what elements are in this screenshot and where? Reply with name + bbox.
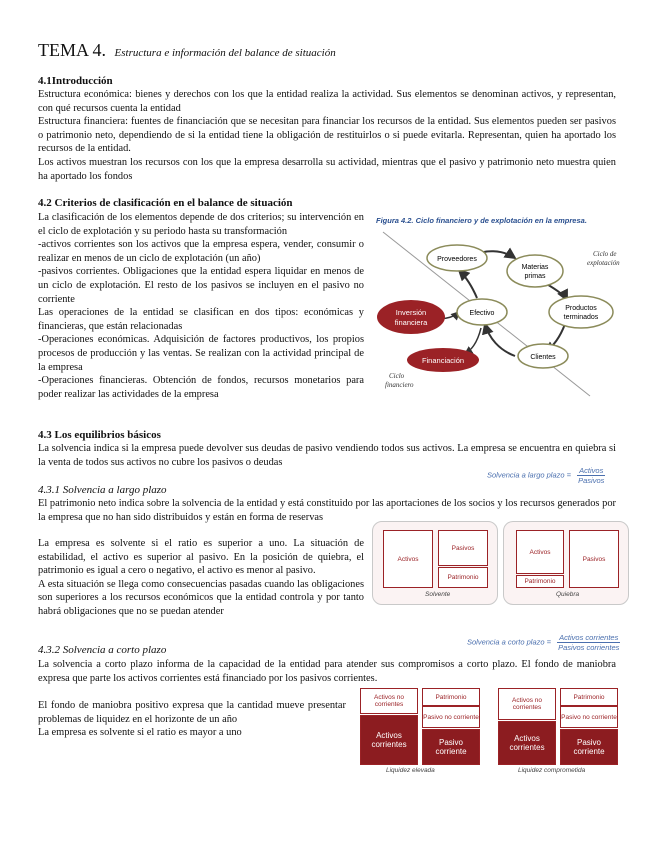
s42-p6: -Operaciones financieras. Obtención de fondos, recursos monetarios para poder realizar las actividades de la empresa — [38, 375, 364, 400]
s432-p2: El fondo de maniobra positivo expresa que la cantidad mueve presentar problemas de liquidez en el horizonte de un año — [38, 700, 346, 725]
node-proveedores-label: Proveedores — [437, 256, 477, 263]
s42-p4: Las operaciones de la entidad se clasifican en dos tipos: económicas y financieras, que están relacionadas — [38, 307, 364, 332]
section-4-1-heading: 4.1Introducción — [38, 75, 113, 87]
s42-p2: -activos corrientes son los activos que la empresa espera, vender, consumir o realizar en menos de un ciclo de explotación (un año) — [38, 239, 364, 264]
diagram-solvente — [372, 521, 498, 605]
elevada-pc: Pasivo corriente — [422, 729, 480, 765]
s42-p5: -Operaciones económicas. Adquisición de factores productivos, los propios procesos de producción y las ventas. Se realizan con la actividad principal de la empresa — [38, 334, 364, 373]
arrow-clientes-efectivo — [485, 324, 515, 356]
label-ciclo-explotacion-2: explotación — [587, 259, 620, 267]
node-inversion-label-2: financiera — [394, 318, 428, 327]
node-productos — [549, 296, 613, 328]
node-efectivo-label: Efectivo — [469, 310, 495, 317]
node-materias-label-1: Materias — [521, 264, 549, 271]
node-productos-label-2: terminados — [563, 314, 599, 321]
quiebra-activos: Activos — [516, 530, 564, 574]
node-materias-label-2: primas — [524, 273, 546, 280]
diagram-liquidez-elevada — [356, 686, 484, 778]
formula-largo-plazo — [487, 466, 606, 485]
cycle-diagram — [375, 228, 625, 398]
node-materias — [507, 255, 563, 287]
s41-p3: Los activos muestran los recursos con los que la empresa desarrolla su actividad, mientras que el pasivo y patrimonio neto muestra quien ha aportado los fondos — [38, 156, 616, 182]
comprometida-patrimonio: Patrimonio — [560, 688, 618, 706]
node-productos-label-1: Productos — [565, 305, 597, 312]
label-ciclo-explotacion-1: Ciclo de — [593, 250, 617, 258]
formula-cp-label: Solvencia a corto plazo = — [467, 637, 552, 647]
section-4-2-heading: 4.2 Criterios de clasificación en el balance de situación — [38, 197, 293, 209]
comprometida-label: Liquidez comprometida — [518, 767, 586, 774]
figure-caption: Figura 4.2. Ciclo financiero y de explotación en la empresa. — [376, 216, 587, 225]
section-4-3-2-heading: 4.3.2 Solvencia a corto plazo — [38, 644, 167, 656]
s432-p3: La empresa es solvente si el ratio es mayor a uno — [38, 727, 242, 739]
s41-p1: Estructura económica: bienes y derechos con los que la entidad realiza la actividad. Sus elementos se denominan activos, y representan, con qué recursos cuenta la entidad — [38, 89, 616, 114]
s43-p1: La solvencia indica si la empresa puede devolver sus deudas de pasivo vendiendo todos sus activos. La empresa se encuentra en quiebra si la venta de todos sus activos no cubre los pasivos o deudas — [38, 443, 616, 468]
formula-lp-label: Solvencia a largo plazo = — [487, 470, 572, 480]
section-4-3-1-heading: 4.3.1 Solvencia a largo plazo — [38, 484, 167, 496]
page-title — [38, 40, 336, 61]
diagram-liquidez-comprometida — [494, 686, 622, 778]
quiebra-label: Quiebra — [556, 591, 580, 598]
title-subtitle: Estructura e información del balance de situación — [114, 47, 336, 59]
solvente-label: Solvente — [425, 591, 451, 598]
comprometida-pnc: Pasivo no corriente — [560, 706, 618, 728]
solvente-activos: Activos — [383, 530, 433, 588]
s42-p3: -pasivos corrientes. Obligaciones que la entidad espera liquidar en menos de un ciclo de explotación. El resto de los pasivos se incluyen en el pasivo no corriente — [38, 266, 364, 305]
solvente-patrimonio: Patrimonio — [438, 567, 488, 588]
s431-p3: A esta situación se llega como consecuencias pasadas cuando las obligaciones son superiores a los recursos económicos que la entidad controla y por tanto habrá obligaciones que no se puedan atender — [38, 578, 364, 617]
elevada-label: Liquidez elevada — [386, 767, 435, 774]
formula-lp-den: Pasivos — [578, 476, 605, 485]
elevada-anc: Activos no corrientes — [360, 688, 418, 714]
formula-cp-den: Pasivos corrientes — [558, 643, 620, 652]
solvente-pasivos: Pasivos — [438, 530, 488, 566]
comprometida-ac: Activos corrientes — [498, 721, 556, 765]
s431-p2: La empresa es solvente si el ratio es superior a uno. La situación de estabilidad, el activo es superior al pasivo. En la posición de quiebra, el patrimonio es igual a cero o negativo, el activo es menor al pasivo. — [38, 538, 364, 577]
quiebra-patrimonio: Patrimonio — [516, 575, 564, 588]
elevada-pnc: Pasivo no corriente — [422, 706, 480, 728]
label-ciclo-financiero-2: financiero — [385, 381, 414, 389]
node-clientes-label: Clientes — [530, 354, 556, 361]
diagram-quiebra — [503, 521, 629, 605]
s431-p1: El patrimonio neto indica sobre la solvencia de la entidad y está constituido por las aportaciones de los socios y los recursos generados por la empresa que no han sido distribuidos y están en forma de reservas — [38, 498, 616, 523]
node-inversion-label-1: Inversión — [395, 308, 427, 317]
title-main: TEMA 4. — [38, 40, 107, 60]
s432-p1: La solvencia a corto plazo informa de la capacidad de la entidad para atender sus compromisos a corto plazo. El fondo de maniobra expresa que parte los activos corrientes está financiado por los pasivos corrientes. — [38, 659, 616, 684]
arrow-efectivo-financiacion — [465, 328, 481, 354]
node-inversion — [377, 300, 445, 334]
quiebra-pasivos: Pasivos — [569, 530, 619, 588]
label-ciclo-financiero-1: Ciclo — [389, 372, 405, 380]
section-4-3-heading: 4.3 Los equilibrios básicos — [38, 429, 161, 441]
elevada-ac: Activos corrientes — [360, 715, 418, 765]
node-financiacion-label: Financiación — [421, 356, 465, 365]
formula-cp-num: Activos corrientes — [559, 633, 619, 642]
formula-corto-plazo — [467, 633, 621, 652]
comprometida-pc: Pasivo corriente — [560, 729, 618, 765]
s42-p1: La clasificación de los elementos depende de dos criterios; su intervención en el ciclo de explotación y su periodo hasta su transformación — [38, 212, 364, 237]
formula-lp-num: Activos — [579, 466, 604, 475]
s41-p2: Estructura financiera: fuentes de financiación que se necesitan para financiar los recursos de la entidad. Sus elementos pueden ser pasivos o patrimonio neto, dependiendo de si la entidad tiene la obligación de restituirlos o si puede evitarla. Representan, quien ha aportado los recursos de la entidad. — [38, 116, 616, 155]
comprometida-anc: Activos no corrientes — [498, 688, 556, 720]
elevada-patrimonio: Patrimonio — [422, 688, 480, 706]
